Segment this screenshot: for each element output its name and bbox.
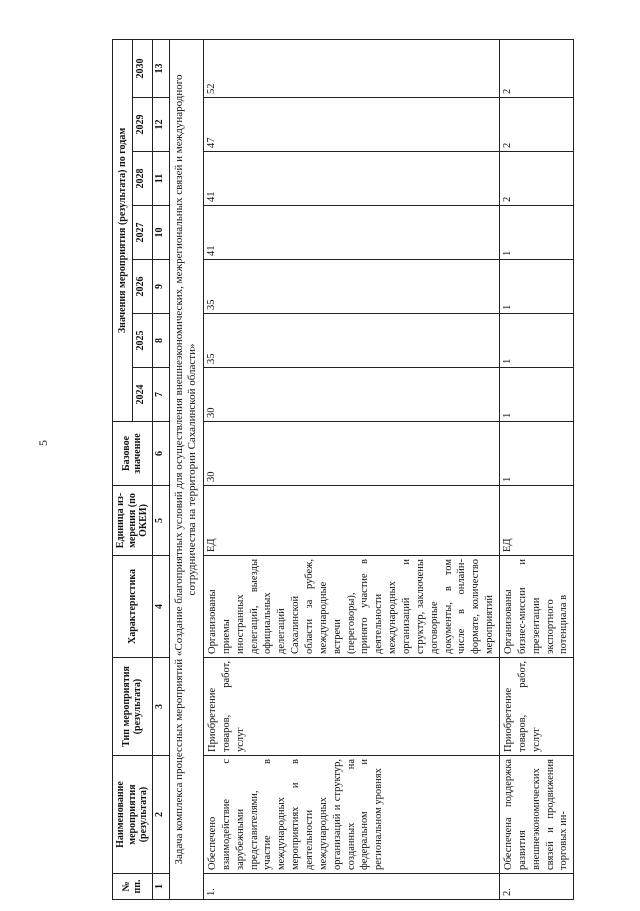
row-value: 2 — [500, 39, 574, 97]
row-unit: ЕД — [204, 486, 500, 556]
row-unit: ЕД — [500, 486, 574, 556]
row-num: 1. — [204, 874, 500, 900]
header-year: 2030 — [133, 39, 152, 97]
row-value: 30 — [204, 368, 500, 422]
header-name: Наименование мероприятия (результата) — [113, 756, 153, 874]
row-type: Приобретение товаров, работ, услуг — [500, 658, 574, 756]
row-value: 1 — [500, 206, 574, 260]
column-number-row — [152, 39, 169, 899]
header-year: 2027 — [133, 206, 152, 260]
column-number: 9 — [152, 260, 169, 314]
table-row — [204, 39, 500, 899]
row-value: 1 — [500, 314, 574, 368]
row-num: 2. — [500, 874, 574, 900]
header-year: 2028 — [133, 152, 152, 206]
row-value: 2 — [500, 98, 574, 152]
page-number: 5 — [36, 440, 50, 446]
row-value: 1 — [500, 260, 574, 314]
row-value: 35 — [204, 260, 500, 314]
header-values-group: Значения мероприятия (результата) по годам — [113, 39, 133, 421]
row-value: 41 — [204, 152, 500, 206]
row-name: Обеспечено взаимодействие с зарубежными представителями, участие в международных мероприятиях и в деятельности международных организаций и структур, созданных на федеральном и региональном уровнях — [204, 756, 500, 874]
header-base: Базовое значение — [113, 422, 153, 486]
header-year: 2025 — [133, 314, 152, 368]
header-characteristic: Характеристика — [113, 556, 153, 658]
task-title: Задача комплекса процессных мероприятий «Создание благоприятных условий для осуществления внешнеэкономических, межрегиональных связей и международного сотрудничества на территории Сахалинской области» — [169, 39, 204, 899]
column-number: 13 — [152, 39, 169, 97]
header-num: № пп. — [113, 874, 153, 900]
column-number: 7 — [152, 368, 169, 422]
column-number: 3 — [152, 658, 169, 756]
row-value: 35 — [204, 314, 500, 368]
column-number: 1 — [152, 874, 169, 900]
table-row — [500, 39, 574, 899]
row-name: Обеспечена поддержка развития внешнеэкономических связей и продвижения торговых ин- — [500, 756, 574, 874]
task-row — [169, 39, 204, 899]
row-value: 2 — [500, 152, 574, 206]
column-number: 4 — [152, 556, 169, 658]
row-base: 1 — [500, 422, 574, 486]
row-characteristic: Организованы приемы иностранных делегаций, выезды официальных делегаций Сахалинской области за рубеж, международные встречи (переговоры), принято участие в деятельности международных организаций и структур, заключены договорные документы, в том числе в онлайн-формате, количество мероприятий — [204, 556, 500, 658]
row-base: 30 — [204, 422, 500, 486]
row-value: 47 — [204, 98, 500, 152]
row-value: 52 — [204, 39, 500, 97]
header-year: 2024 — [133, 368, 152, 422]
measures-table — [112, 39, 574, 900]
column-number: 8 — [152, 314, 169, 368]
row-type: Приобретение товаров, работ, услуг — [204, 658, 500, 756]
row-value: 1 — [500, 368, 574, 422]
column-number: 11 — [152, 152, 169, 206]
rotated-table-container — [112, 40, 620, 900]
column-number: 2 — [152, 756, 169, 874]
row-value: 41 — [204, 206, 500, 260]
column-number: 5 — [152, 486, 169, 556]
header-year: 2029 — [133, 98, 152, 152]
column-number: 12 — [152, 98, 169, 152]
column-number: 10 — [152, 206, 169, 260]
column-number: 6 — [152, 422, 169, 486]
header-type: Тип мероприятия (результата) — [113, 658, 153, 756]
header-year: 2026 — [133, 260, 152, 314]
header-unit: Единица из-мерения (по ОКЕИ) — [113, 486, 153, 556]
row-characteristic: Организованы бизнес-миссии и презентации экспортного потенциала в — [500, 556, 574, 658]
